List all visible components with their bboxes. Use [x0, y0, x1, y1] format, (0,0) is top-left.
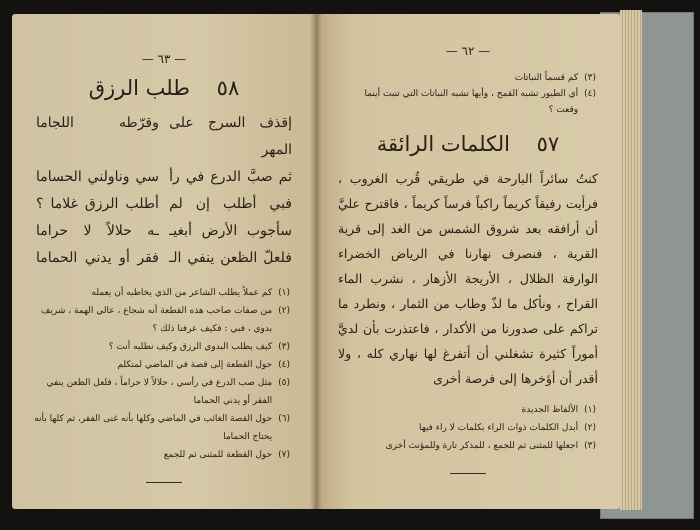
- lesson-title: طلب الرزق: [88, 76, 190, 100]
- exercise-item: [34, 302, 290, 338]
- right-page: [316, 14, 620, 509]
- poem-verse: [36, 164, 292, 191]
- verse-second-hemistich: سي وناولني الحساما: [36, 169, 159, 185]
- item-number: (٥): [278, 378, 290, 388]
- item-number: (١): [278, 288, 290, 298]
- verse-second-hemistich: ـه حلالاً لا حراما: [36, 223, 159, 239]
- item-number: (٢): [278, 306, 290, 316]
- item-text: كم عملاً يطلب الشاعر من الذي يخاطبه أن يعمله: [91, 288, 273, 298]
- item-text: كم قسماً النباتات: [514, 73, 579, 83]
- exercise-item: [34, 446, 290, 464]
- item-number: (٣): [584, 441, 596, 451]
- section-divider: [450, 473, 486, 474]
- verse-first-hemistich: فبي أطلب إن لم: [169, 196, 292, 212]
- lesson-heading: [12, 76, 316, 100]
- poem-verse: [36, 191, 292, 218]
- verse-second-hemistich: أطلب الرزق غلاما ؟: [36, 196, 159, 212]
- verse-first-hemistich: سأجوب الأرض أبغيـ: [169, 223, 292, 239]
- section-divider: [146, 482, 182, 483]
- item-text: حول القطعة إلى قصة في الماضي لمتكلم: [117, 360, 273, 370]
- exercise-item: [34, 374, 290, 410]
- item-text: الألفاظ الجديدة: [521, 405, 579, 415]
- poem: [36, 110, 292, 272]
- exercise-item: [34, 356, 290, 374]
- page-number: — ٦٣ —: [141, 52, 187, 66]
- page-number: — ٦٢ —: [445, 44, 491, 58]
- page-edges: [620, 10, 642, 510]
- lesson-number: ٥٨: [216, 76, 240, 100]
- exercise-item: [340, 86, 596, 118]
- item-text: حول القطعة للمثنى ثم للجمع: [163, 450, 273, 460]
- item-text: اجعلها للمثنى ثم للجمع ، للمذكر تارة وللمؤنث أخرى: [385, 441, 579, 451]
- item-number: (٢): [584, 423, 596, 433]
- exercise-item: [340, 419, 596, 437]
- exercise-item: [34, 338, 290, 356]
- poem-verse: [36, 110, 292, 164]
- exercise-item: [34, 410, 290, 446]
- lesson-prose: كنتُ سائراً البارحة في طريقي قُرب الغروب ، فرأيت رفيقاً كريماً راكباً فرساً كريماً ، فاقترح عليَّ أن أرافقه بعد شروق الشمس من الغد إلى قرية القرية ، فنصرف نهارنا في الرياض الخضراء الوارفة الظلال ، الأريجة الأزهار ، نشرب الماء القراح ، ونأكل ما لذّ وطاب من الثمار ، ونطرد ما تراكم على صدورنا من الأكدار ، فاعتذرت بأن لديَّ أموراً كثيرة تشغلني أن أتفرغ لها نهاري كله ، ولا أقدر أن أؤخرها إلى فرصة أخرى: [338, 171, 598, 386]
- verse-first-hemistich: ثم صبَّ الدرع في رأ: [169, 169, 292, 185]
- poem-verse: [36, 218, 292, 245]
- item-text: أبدل الكلمات ذوات الراء بكلمات لا راء فيها: [418, 423, 579, 433]
- exercise-item: [340, 437, 596, 455]
- item-text: كيف يطلب البدوي الرزق وكيف نطلبه أنت ؟: [108, 342, 273, 352]
- item-text: أي الطيور تشبه القمح ، وأيها تشبه النباتات التي تنبت أينما وقعت ؟: [364, 89, 579, 115]
- item-text: من صفات صاحب هذه القطعة أنه شجاع ، عالي الهمة ، شريف بدوي ، فبي : فكيف عرفنا ذلك ؟: [41, 306, 273, 334]
- item-number: (٦): [278, 414, 290, 424]
- exercise-item: [34, 284, 290, 302]
- verse-first-hemistich: فلعلّ الظعن ينفي الـ: [169, 250, 292, 266]
- book-gutter: [310, 14, 322, 509]
- item-text: حول القصة الغائب في الماضي وكلها بأنه غنى الفقر، ثم كلها بأنه يحتاج الحماما: [34, 414, 273, 442]
- lesson-heading: [316, 132, 620, 156]
- exercise-item: [340, 401, 596, 419]
- poem-verse: [36, 245, 292, 272]
- left-page: [12, 14, 316, 509]
- lesson-number: ٥٧: [536, 132, 560, 156]
- previous-exercise-list: [340, 70, 596, 118]
- exercise-item: [340, 70, 596, 86]
- exercise-list: [340, 401, 596, 455]
- item-number: (٤): [584, 89, 596, 99]
- verse-second-hemistich: فقر أو يدني الحماما: [36, 250, 159, 266]
- item-number: (٣): [584, 73, 596, 83]
- lesson-title: الكلمات الرائقة: [376, 132, 510, 156]
- verse-second-hemistich: وقرّطه اللجاما: [36, 115, 159, 131]
- item-number: (٤): [278, 360, 290, 370]
- item-number: (٧): [278, 450, 290, 460]
- exercise-list: [34, 284, 290, 464]
- item-number: (١): [584, 405, 596, 415]
- verse-first-hemistich: إقذف السرج على المهر: [169, 115, 292, 158]
- item-number: (٣): [278, 342, 290, 352]
- item-text: مثل صب الدرع في رأسي ، حلالاً لا حراماً ، فلعل الظعن ينفي الفقر أو يدني الحماما: [46, 378, 273, 406]
